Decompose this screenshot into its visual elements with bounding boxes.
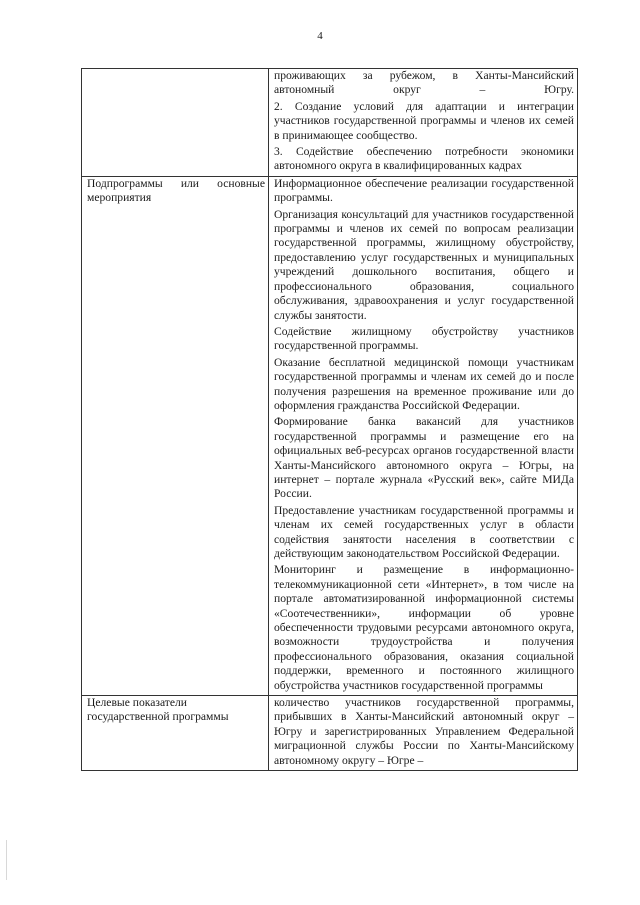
paragraph: Информационное обеспечение реализации государственной программы. [274, 176, 574, 205]
table-row [82, 176, 578, 695]
paragraph: количество участников государственной программы, прибывших в Ханты-Мансийский автономный округ – Югру и зарегистрированных Управлением Федеральной миграционной службы России по Ханты-Мансийскому автономному округу – Югре – [274, 696, 574, 767]
row-content-cell [269, 696, 578, 771]
paragraph: Формирование банка вакансий для участников государственной программы и размещение его на официальных веб-ресурсах органов государственной власти Ханты-Мансийского автономного округа – Югры, на интернет – портале журнала «Русский век», сайте МИДа России. [274, 415, 574, 501]
page-number: 4 [317, 30, 323, 42]
scan-edge-mark [6, 840, 7, 880]
row-label-cell [82, 69, 269, 177]
paragraph: 3. Содействие обеспечению потребности экономики автономного округа в квалифицированных кадрах [274, 145, 574, 173]
table-row [82, 696, 578, 771]
paragraph: Мониторинг и размещение в информационно-телекоммуникационной сети «Интернет», в том числе на портале автоматизированной информационной системы «Соотечественники», информации об уровне обеспеченности трудовыми ресурсами автономного округа, возможности трудоустройства и получения профессионального образования, оказания социальной поддержки, временного и постоянного жилищного обустройства участников государственной программы [274, 563, 574, 692]
row-content-cell [269, 176, 578, 695]
paragraph: Предоставление участникам государственной программы и членам их семей государственных услуг в области содействия занятости населения в соответствии с действующим законодательством Российской Федерации. [274, 503, 574, 560]
row-content-cell [269, 69, 578, 177]
paragraph: Содействие жилищному обустройству участников государственной программы. [274, 324, 574, 353]
paragraph: 2. Создание условий для адаптации и интеграции участников государственной программы и членов их семей в принимающее сообщество. [274, 99, 574, 142]
paragraph: Оказание бесплатной медицинской помощи участникам государственной программы и членам их семей до и после получения разрешения на временное проживание или до оформления гражданства Российской Федерации. [274, 355, 574, 412]
program-passport-table [81, 68, 578, 771]
paragraph: проживающих за рубежом, в Ханты-Мансийский автономный округ – Югру. [274, 69, 574, 97]
paragraph: Организация консультаций для участников государственной программы и членов их семей по вопросам реализации государственной программы, жилищному обустройству, предоставлению услуг государственных и муниципальных учреждений дошкольного воспитания, общего и профессионального образования, социального обслуживания, здравоохранения и услуг государственной службы занятости. [274, 207, 574, 322]
table-row [82, 69, 578, 177]
row-label-cell: Подпрограммы или основные мероприятия [82, 176, 269, 695]
row-label-cell: Целевые показатели государственной программы [82, 696, 269, 771]
